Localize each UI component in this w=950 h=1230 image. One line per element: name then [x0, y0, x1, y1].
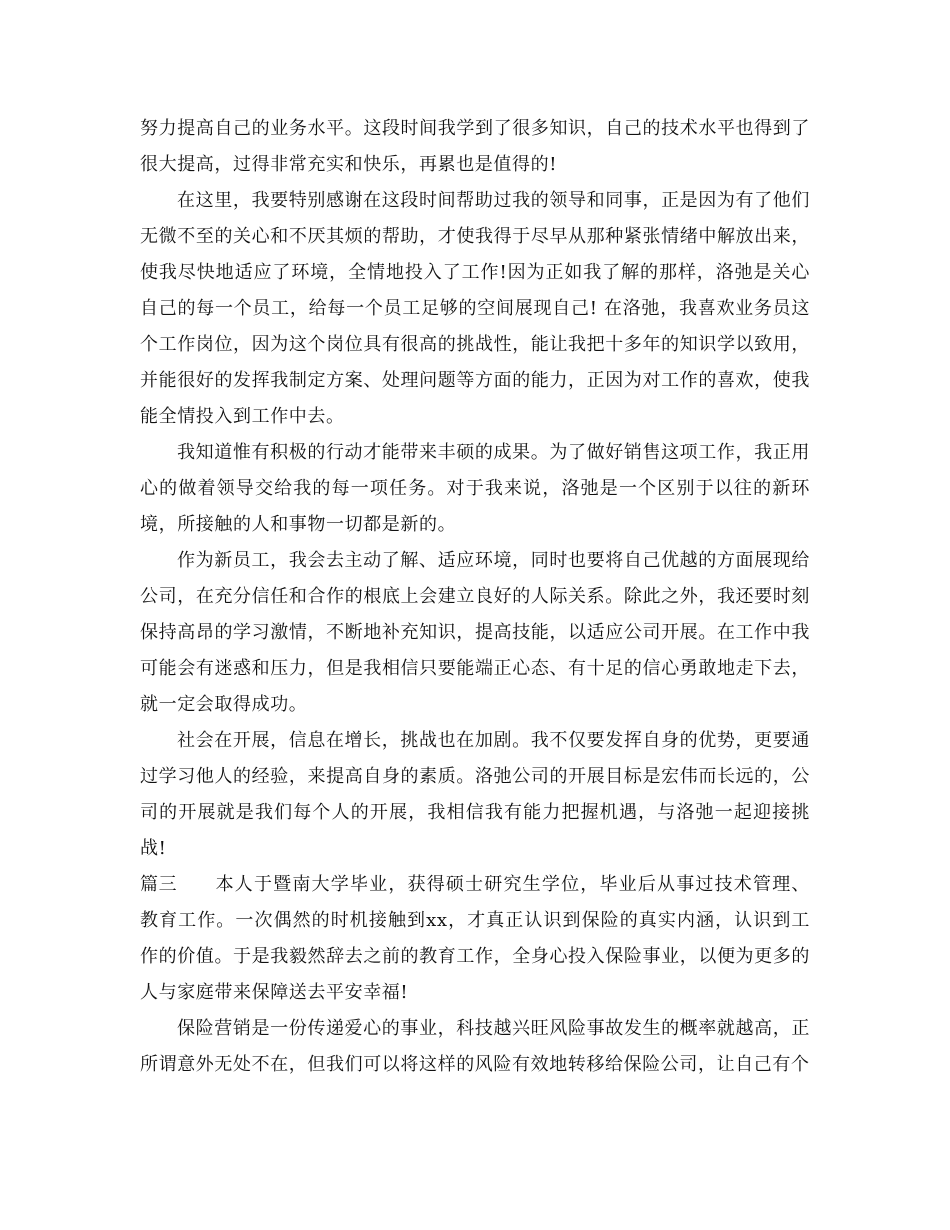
paragraph-thanks: 在这里，我要特别感谢在这段时间帮助过我的领导和同事，正是因为有了他们无微不至的关心和不厌其烦的帮助，才使我得于尽早从那种紧张情绪中解放出来，使我尽快地适应了环境，全情地投入了工作!因为正如我了解的那样，洛弛是关心自己的每一个员工，给每一个员工足够的空间展现自己! 在洛弛，我喜欢业务员这个工作岗位，因为这个岗位具有很高的挑战性，能让我把十多年的知识学以致用，并能很好的发挥我制定方案、处理问题等方面的能力，正因为对工作的喜欢，使我能全情投入到工作中去。: [140, 190, 810, 427]
section-three: [140, 867, 810, 1011]
paragraph-continuation: 努力提高自己的业务水平。这段时间我学到了很多知识，自己的技术水平也得到了很大提高，过得非常充实和快乐，再累也是值得的!: [140, 118, 810, 175]
paragraph-insurance: 保险营销是一份传递爱心的事业，科技越兴旺风险事故发生的概率就越高，正所谓意外无处不在，但我们可以将这样的风险有效地转移给保险公司，让自己有个: [140, 1018, 810, 1075]
section-text: 本人于暨南大学毕业，获得硕士研究生学位，毕业后从事过技术管理、教育工作。一次偶然的时机接触到xx，才真正认识到保险的真实内涵，认识到工作的价值。于是我毅然辞去之前的教育工作，全身心投入保险事业，以便为更多的人与家庭带来保障送去平安幸福!: [140, 874, 810, 1003]
paragraph-new-employee: 作为新员工，我会去主动了解、适应环境，同时也要将自己优越的方面展现给公司，在充分信任和合作的根底上会建立良好的人际关系。除此之外，我还要时刻保持高昂的学习激情，不断地补充知识，提高技能，以适应公司开展。在工作中我可能会有迷惑和压力，但是我相信只要能端正心态、有十足的信心勇敢地走下去，就一定会取得成功。: [140, 550, 810, 715]
paragraph-action: 我知道惟有积极的行动才能带来丰硕的成果。为了做好销售这项工作，我正用心的做着领导交给我的每一项任务。对于我来说，洛弛是一个区别于以往的新环境，所接触的人和事物一切都是新的。: [140, 442, 810, 535]
paragraph-society: 社会在开展，信息在增长，挑战也在加剧。我不仅要发挥自身的优势，更要通过学习他人的经验，来提高自身的素质。洛弛公司的开展目标是宏伟而长远的，公司的开展就是我们每个人的开展，我相信我有能力把握机遇，与洛弛一起迎接挑战!: [140, 730, 810, 859]
document-body: [140, 111, 810, 1083]
section-label: 篇三: [140, 874, 178, 895]
